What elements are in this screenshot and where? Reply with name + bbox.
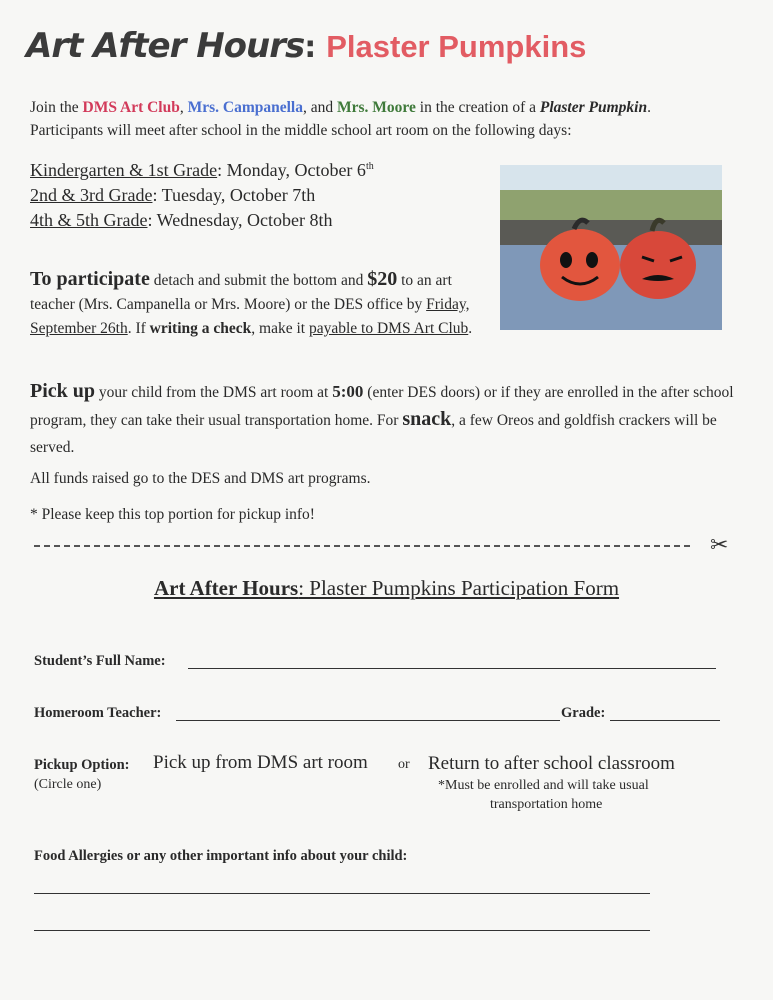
participate-text: . If bbox=[127, 320, 150, 337]
intro-paragraph bbox=[30, 96, 750, 142]
intro-text: . bbox=[647, 99, 651, 116]
participate-check: writing a check bbox=[149, 320, 252, 337]
pickup-snack: snack bbox=[402, 408, 452, 430]
schedule-day: : Monday, October 6 bbox=[217, 160, 366, 180]
allergies-label: Food Allergies or any other important info about your child: bbox=[34, 848, 408, 864]
participate-text: detach and submit the bottom and bbox=[149, 272, 368, 289]
participate-paragraph bbox=[30, 267, 480, 341]
schedule-day: : Tuesday, October 7th bbox=[152, 185, 316, 205]
pickup-option-afterschool[interactable]: Return to after school classroom bbox=[428, 753, 675, 774]
pickup-text: , a few Oreos and goldfish crackers will be served. bbox=[30, 412, 717, 456]
schedule-grade: 2nd & 3rd Grade bbox=[30, 185, 153, 205]
allergies-line-2[interactable] bbox=[34, 930, 650, 931]
pickup-or: or bbox=[398, 757, 410, 772]
afterschool-note-2: transportation home bbox=[490, 797, 603, 812]
schedule-grade: Kindergarten & 1st Grade bbox=[30, 160, 218, 180]
intro-club: DMS Art Club bbox=[82, 99, 180, 116]
funds-note: All funds raised go to the DES and DMS art programs. bbox=[30, 470, 371, 487]
intro-campanella: Mrs. Campanella bbox=[187, 99, 303, 116]
pickup-option-label: Pickup Option: bbox=[34, 757, 130, 773]
intro-text: Join the bbox=[30, 99, 83, 116]
pickup-paragraph bbox=[30, 378, 750, 461]
pickup-lead: Pick up bbox=[30, 380, 96, 402]
intro-text: , and bbox=[303, 99, 338, 116]
homeroom-label: Homeroom Teacher: bbox=[34, 705, 162, 721]
intro-text: , bbox=[179, 99, 188, 116]
intro-moore: Mrs. Moore bbox=[337, 99, 416, 116]
flyer-title bbox=[26, 26, 586, 66]
allergies-line-1[interactable] bbox=[34, 893, 650, 894]
pickup-option-dms[interactable]: Pick up from DMS art room bbox=[153, 752, 368, 773]
schedule-sup: th bbox=[365, 161, 374, 172]
pickup-text: your child from the DMS art room at bbox=[95, 384, 333, 401]
scissors-icon: ✂ bbox=[710, 532, 729, 557]
participate-payable: payable to DMS Art Club bbox=[308, 320, 469, 337]
pumpkins-illustration bbox=[500, 165, 722, 330]
participate-text: to an art teacher (Mrs. Campanella or Mrs. Moore) or the DES office by bbox=[30, 272, 452, 313]
cut-line bbox=[34, 545, 690, 547]
title-colon: : bbox=[304, 30, 317, 65]
intro-pumpkin: Plaster Pumpkin bbox=[539, 99, 648, 116]
schedule-day: : Wednesday, October 8th bbox=[147, 210, 333, 230]
homeroom-field[interactable] bbox=[176, 720, 560, 721]
afterschool-note-1: *Must be enrolled and will take usual bbox=[438, 778, 649, 793]
title-main: Art After Hours bbox=[26, 26, 305, 66]
participate-text: . bbox=[468, 320, 473, 337]
form-title bbox=[0, 576, 773, 601]
grade-field[interactable] bbox=[610, 720, 720, 721]
title-sub: Plaster Pumpkins bbox=[326, 29, 587, 64]
schedule-item bbox=[30, 183, 374, 208]
participate-lead: To participate bbox=[30, 268, 150, 290]
schedule-grade: 4th & 5th Grade bbox=[30, 210, 148, 230]
intro-line2: Participants will meet after school in the middle school art room on the following days: bbox=[30, 122, 572, 139]
student-name-label: Student’s Full Name: bbox=[34, 653, 166, 669]
form-title-bold: Art After Hours bbox=[153, 576, 299, 600]
pickup-text: (enter DES doors) or if they are enrolled in the after school program, they can take their usual transportation home. For bbox=[30, 384, 734, 429]
participate-deadline: Friday, September 26th bbox=[30, 296, 470, 337]
form-title-rest: : Plaster Pumpkins Participation Form bbox=[298, 576, 620, 600]
pumpkins-photo bbox=[500, 165, 722, 330]
pickup-time: 5:00 bbox=[332, 382, 364, 401]
student-name-field[interactable] bbox=[188, 668, 716, 669]
circle-one-note: (Circle one) bbox=[34, 777, 102, 792]
schedule-item bbox=[30, 208, 374, 233]
keep-note: * Please keep this top portion for pickup info! bbox=[30, 506, 315, 523]
schedule-item bbox=[30, 154, 374, 183]
intro-text: in the creation of a bbox=[415, 99, 540, 116]
participate-text: , make it bbox=[251, 320, 309, 337]
grade-label: Grade: bbox=[561, 705, 606, 721]
schedule-list bbox=[30, 154, 374, 233]
participate-amount: $20 bbox=[367, 268, 398, 290]
